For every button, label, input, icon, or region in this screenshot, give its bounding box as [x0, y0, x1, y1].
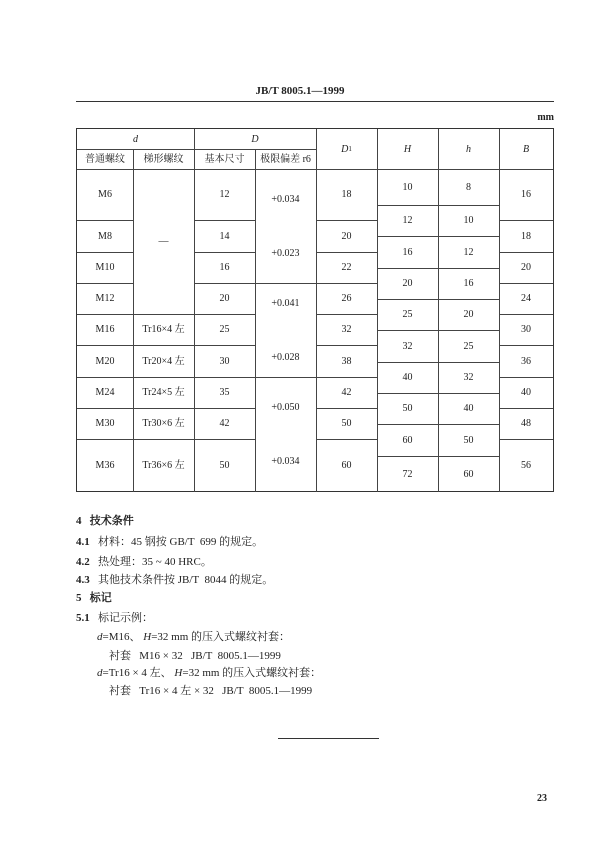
cell-D-basic: 35 — [194, 377, 256, 409]
example-2-description: d=Tr16 × 4 左、 H=32 mm 的压入式螺纹衬套： — [97, 667, 322, 679]
section-4: 4 技术条件 — [76, 515, 134, 527]
cell-D1: 22 — [316, 252, 378, 284]
cell-H: 20 — [377, 268, 439, 300]
cell-D1: 42 — [316, 377, 378, 409]
header-trapezoid-thread: 梯形螺纹 — [133, 149, 195, 170]
end-rule — [278, 738, 379, 739]
header-B: B — [499, 129, 553, 170]
example-1-description: d=M16、 H=32 mm 的压入式螺纹衬套： — [97, 631, 291, 643]
cell-trapezoid-thread: Tr36×6 左 — [133, 439, 195, 492]
cell-H: 60 — [377, 424, 439, 457]
cell-D1: 32 — [316, 314, 378, 346]
cell-h: 60 — [438, 456, 500, 492]
header-h: h — [438, 129, 500, 170]
header-D: D — [194, 129, 317, 150]
cell-D-basic: 50 — [194, 439, 256, 492]
section-5: 5 标记 — [76, 592, 112, 604]
cell-common-thread: M30 — [77, 408, 134, 440]
header-D1: D 1 — [316, 129, 378, 170]
cell-D-basic: 42 — [194, 408, 256, 440]
cell-H: 32 — [377, 330, 439, 363]
cell-B: 56 — [521, 460, 531, 471]
cell-D-deviation: +0.050 +0.034 — [255, 377, 317, 492]
section-5-1: 5.1 标记示例： — [76, 612, 153, 624]
cell-D1: 50 — [316, 408, 378, 440]
page-number: 23 — [537, 793, 547, 804]
cell-H: 72 — [377, 456, 439, 492]
cell-B: 24 — [499, 283, 553, 315]
cell-trapezoid-thread: Tr20×4 左 — [133, 345, 195, 378]
header-limit-deviation: 极限偏差 r6 — [255, 149, 317, 170]
cell-B: 20 — [499, 252, 553, 284]
unit-label: mm — [537, 112, 554, 123]
cell-D-basic: 12 — [194, 169, 256, 221]
cell-common-thread: M10 — [77, 252, 134, 284]
header-common-thread: 普通螺纹 — [77, 149, 134, 170]
standard-header: JB/T 8005.1—1999 — [255, 85, 345, 97]
cell-B: 16 — [499, 169, 553, 221]
section-4-1: 4.1 材料：45 钢按 GB/T 699 的规定。 — [76, 536, 264, 548]
cell-D1: 38 — [316, 345, 378, 378]
cell-common-thread: M36 — [77, 439, 134, 492]
header-H: H — [377, 129, 439, 170]
cell-h: 20 — [438, 299, 500, 331]
cell-h: 50 — [438, 424, 500, 457]
cell-B: 40 — [499, 377, 553, 409]
cell-H: 10 — [377, 169, 439, 206]
cell-common-thread: M6 — [77, 169, 134, 221]
cell-trapezoid-thread: Tr24×5 左 — [133, 377, 195, 409]
section-4-3: 4.3 其他技术条件按 JB/T 8044 的规定。 — [76, 574, 274, 586]
cell-D-basic: 14 — [194, 220, 256, 253]
cell-D-deviation: +0.034 +0.023 — [255, 169, 317, 284]
cell-trapezoid-thread: Tr30×6 左 — [133, 408, 195, 440]
cell-H: 40 — [377, 362, 439, 394]
example-1-mark: 衬套 M16 × 32 JB/T 8005.1—1999 — [109, 650, 281, 662]
cell-D-basic: 20 — [194, 283, 256, 315]
dimension-table — [76, 128, 554, 492]
cell-D-basic: 30 — [194, 345, 256, 378]
cell-h: 16 — [438, 268, 500, 300]
cell-D-deviation: +0.041 +0.028 — [255, 283, 317, 378]
header-rule — [76, 101, 554, 102]
cell-D1: 26 — [316, 283, 378, 315]
cell-D-basic: 16 — [194, 252, 256, 284]
cell-B: 30 — [499, 314, 553, 346]
cell-trapezoid-thread: Tr16×4 左 — [133, 314, 195, 346]
cell-H: 16 — [377, 236, 439, 269]
cell-common-thread: M8 — [77, 220, 134, 253]
cell-D1: 60 — [316, 439, 378, 492]
cell-h: 40 — [438, 393, 500, 425]
cell-h: 10 — [438, 205, 500, 237]
cell-common-thread: M20 — [77, 345, 134, 378]
cell-h: 12 — [438, 236, 500, 269]
cell-common-thread: M12 — [77, 283, 134, 315]
cell-H: 25 — [377, 299, 439, 331]
cell-B: 48 — [499, 408, 553, 440]
section-4-2: 4.2 热处理：35 ~ 40 HRC。 — [76, 556, 212, 568]
cell-H: 12 — [377, 205, 439, 237]
cell-h: 8 — [438, 169, 500, 206]
example-2-mark: 衬套 Tr16 × 4 左 × 32 JB/T 8005.1—1999 — [109, 685, 313, 697]
header-basic-size: 基本尺寸 — [194, 149, 256, 170]
cell-B: 36 — [499, 345, 553, 378]
cell-B: 18 — [499, 220, 553, 253]
cell-h: 32 — [438, 362, 500, 394]
cell-h: 25 — [438, 330, 500, 363]
cell-D-basic: 25 — [194, 314, 256, 346]
cell-H: 50 — [377, 393, 439, 425]
header-d: d — [77, 129, 195, 150]
cell-common-thread: M24 — [77, 377, 134, 409]
cell-D1: 18 — [316, 169, 378, 221]
cell-trapezoid-thread: — — [133, 169, 195, 315]
cell-D1: 20 — [316, 220, 378, 253]
cell-common-thread: M16 — [77, 314, 134, 346]
